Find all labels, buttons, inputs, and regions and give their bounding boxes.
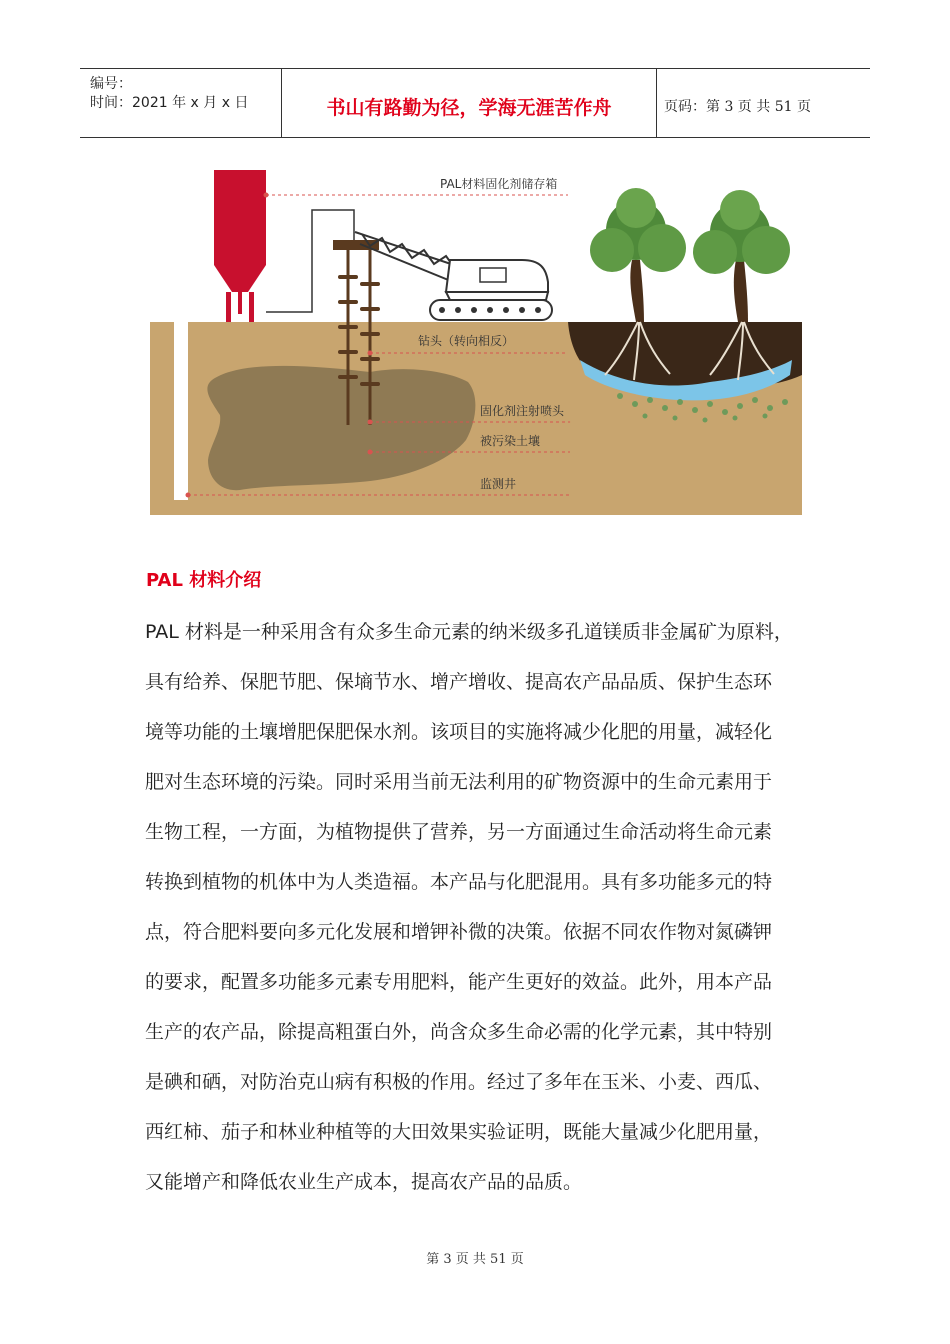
paragraph-line: 西红柿、茄子和林业种植等的大田效果实验证明，既能大量减少化肥用量， <box>145 1121 773 1143</box>
paragraph-line: 是碘和硒，对防治克山病有积极的作用。经过了多年在玉米、小麦、西瓜、 <box>145 1071 773 1093</box>
paragraph-line: 生物工程，一方面，为植物提供了营养，另一方面通过生命活动将生命元素 <box>145 821 773 843</box>
crawler-excavator <box>430 260 552 320</box>
monitoring-well <box>174 322 188 500</box>
paragraph-line: 生产的农产品，除提高粗蛋白外，尚含众多生命必需的化学元素，其中特别 <box>145 1021 773 1043</box>
label-storage: PAL材料固化剂储存箱 <box>440 177 558 191</box>
header-page-info: 页码：第 3 页 共 51 页 <box>664 99 811 115</box>
header-motto: 书山有路勤为径，学海无涯苦作舟 <box>326 97 612 119</box>
header-meta-cell <box>80 69 281 137</box>
remediation-diagram <box>150 160 802 515</box>
paragraph-line: 点，符合肥料要向多元化发展和增钾补微的决策。依据不同农作物对氮磷钾 <box>145 921 773 943</box>
label-soil: 被污染土壤 <box>480 434 541 448</box>
paragraph-line: 具有给养、保肥节肥、保墒节水、增产增收、提高农产品品质、保护生态环 <box>145 671 773 693</box>
page-header <box>80 68 870 138</box>
paragraph-line: 的要求，配置多功能多元素专用肥料，能产生更好的效益。此外，用本产品 <box>145 971 773 993</box>
paragraph-line: PAL 材料是一种采用含有众多生命元素的纳米级多孔道镁质非金属矿为原料， <box>145 621 793 643</box>
document-number: 编号： <box>90 76 132 92</box>
section-title: PAL 材料介绍 <box>146 570 262 591</box>
document-date: 时间：2021 年 x 月 x 日 <box>90 95 249 111</box>
label-well: 监测井 <box>480 477 517 491</box>
paragraph-line: 转换到植物的机体中为人类造福。本产品与化肥混用。具有多功能多元的特 <box>145 871 773 893</box>
paragraph-line: 境等功能的土壤增肥保肥保水剂。该项目的实施将减少化肥的用量，减轻化 <box>145 721 773 743</box>
paragraph-line: 又能增产和降低农业生产成本，提高农产品的品质。 <box>145 1171 583 1193</box>
body-paragraph <box>145 607 815 1207</box>
label-nozzle: 固化剂注射喷头 <box>480 404 565 418</box>
page-footer: 第 3 页 共 51 页 <box>426 1252 524 1267</box>
feed-pipe <box>266 210 354 312</box>
remediation-diagram-svg <box>150 160 802 515</box>
header-page-cell <box>656 69 870 137</box>
label-drill-head: 钻头（转向相反） <box>418 334 515 348</box>
paragraph-line: 肥对生态环境的污染。同时采用当前无法利用的矿物资源中的生命元素用于 <box>145 771 773 793</box>
header-motto-cell <box>281 69 657 137</box>
storage-tank <box>214 170 266 322</box>
